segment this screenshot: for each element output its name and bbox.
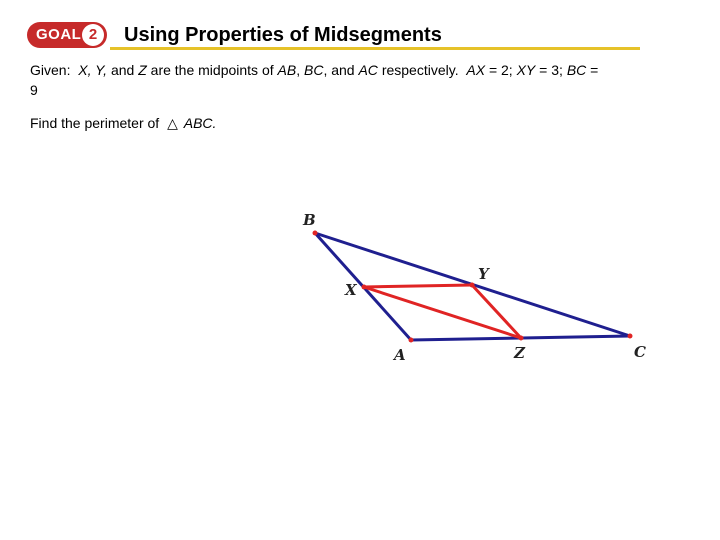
vertex-c bbox=[628, 334, 633, 339]
find-text: Find the perimeter of bbox=[30, 115, 160, 131]
given-midpoints-text: are the midpoints of bbox=[150, 62, 274, 78]
eq3-var: BC bbox=[566, 62, 587, 78]
vertex-x bbox=[362, 285, 367, 290]
triangle-symbol: △ bbox=[167, 115, 178, 131]
given-and-2: , and bbox=[323, 62, 355, 78]
goal-number: 2 bbox=[88, 26, 98, 43]
eq2-var: XY bbox=[516, 62, 536, 78]
label-b: B bbox=[303, 211, 316, 229]
label-x: X bbox=[345, 281, 357, 299]
segment-ac: AC bbox=[358, 62, 378, 78]
given-label: Given: bbox=[30, 62, 71, 78]
given-points: X, Y, bbox=[78, 62, 108, 78]
given-and: and bbox=[110, 62, 135, 78]
label-c: C bbox=[634, 343, 646, 361]
given-z: Z bbox=[138, 62, 147, 78]
eq2-val: = 3; bbox=[539, 62, 563, 78]
vertex-a bbox=[409, 338, 414, 343]
find-target: ABC. bbox=[183, 115, 217, 131]
given-statement: Given: X, Y, and Z are the midpoints of AB, BC, and AC respectively. AX = 2; XY = 3; BC = 9 bbox=[30, 62, 599, 98]
vertex-y bbox=[470, 283, 475, 288]
eq3-val: = bbox=[590, 62, 599, 78]
given-respectively: respectively. bbox=[381, 62, 459, 78]
eq1-val: = 2; bbox=[488, 62, 513, 78]
vertex-z bbox=[519, 336, 524, 341]
page-title: Using Properties of Midsegments bbox=[124, 24, 442, 46]
midsegment-xy bbox=[364, 285, 472, 287]
vertex-b bbox=[313, 231, 318, 236]
label-a: A bbox=[394, 346, 406, 364]
eq1-var: AX bbox=[466, 62, 486, 78]
label-z: Z bbox=[514, 344, 525, 362]
segment-ab: AB bbox=[277, 62, 297, 78]
goal-label: GOAL bbox=[36, 26, 82, 43]
segment-bc: BC bbox=[303, 62, 324, 78]
label-y: Y bbox=[478, 265, 489, 283]
eq3-number: 9 bbox=[30, 82, 38, 98]
